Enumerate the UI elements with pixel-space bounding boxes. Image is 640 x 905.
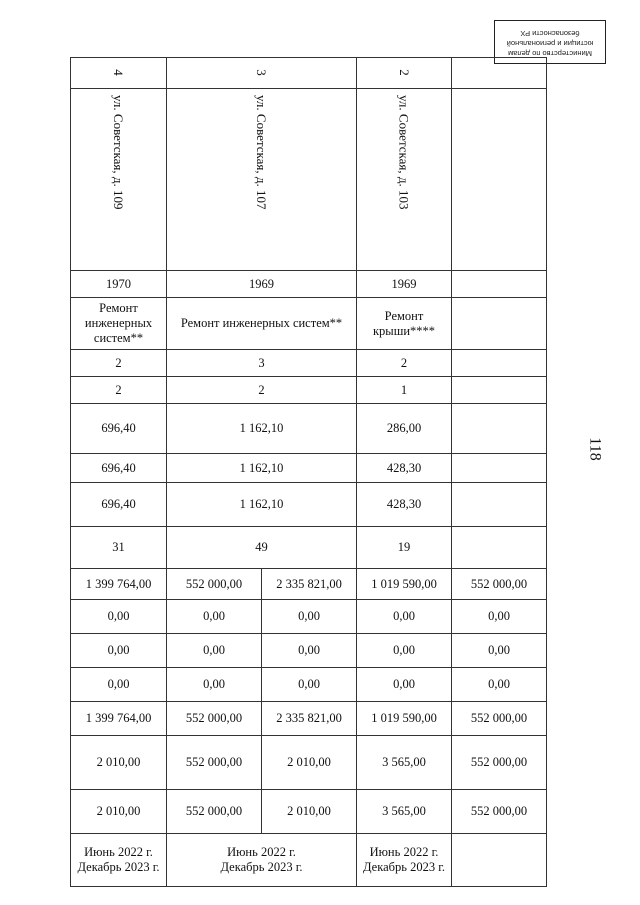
value-cell: 428,30	[357, 483, 452, 527]
column-number-cell: 2	[357, 58, 452, 89]
cost-row	[71, 634, 547, 668]
value-cell: 2 010,00	[262, 790, 357, 834]
data-row	[71, 483, 547, 527]
period-cell: Июнь 2022 г. Декабрь 2023 г.	[167, 834, 357, 887]
value-cell: 1 399 764,00	[71, 702, 167, 736]
value-cell: 0,00	[357, 668, 452, 702]
value-cell: 49	[167, 527, 357, 569]
empty-cell	[452, 404, 547, 454]
address-cell: ул. Советская, д. 109	[71, 89, 167, 271]
address-cell: ул. Советская, д. 103	[357, 89, 452, 271]
cost-row	[71, 790, 547, 834]
value-cell: 1 162,10	[167, 483, 357, 527]
value-cell: 552 000,00	[167, 736, 262, 790]
value-cell: 0,00	[71, 634, 167, 668]
value-cell: 1	[357, 377, 452, 404]
empty-cell	[452, 89, 547, 271]
column-number-cell: 4	[71, 58, 167, 89]
value-cell: 0,00	[167, 600, 262, 634]
value-cell: 0,00	[262, 668, 357, 702]
value-cell: 19	[357, 527, 452, 569]
value-cell: 552 000,00	[452, 736, 547, 790]
cost-row	[71, 668, 547, 702]
value-cell: 1 019 590,00	[357, 702, 452, 736]
column-number-cell: 3	[167, 58, 357, 89]
value-cell: 0,00	[71, 600, 167, 634]
value-cell: 0,00	[452, 668, 547, 702]
value-cell: 696,40	[71, 483, 167, 527]
empty-cell	[452, 58, 547, 89]
value-cell: 552 000,00	[167, 702, 262, 736]
period-cell: Июнь 2022 г. Декабрь 2023 г.	[71, 834, 167, 887]
address-cell: ул. Советская, д. 107	[167, 89, 357, 271]
value-cell: 2 010,00	[71, 736, 167, 790]
value-cell: 3 565,00	[357, 736, 452, 790]
value-cell: 0,00	[262, 634, 357, 668]
stamp-line: Министерство по делам	[508, 49, 592, 58]
value-cell: 1 399 764,00	[71, 569, 167, 600]
year-cell: 1969	[357, 271, 452, 298]
empty-cell	[452, 298, 547, 350]
value-cell: 1 019 590,00	[357, 569, 452, 600]
cost-row	[71, 702, 547, 736]
period-cell: Июнь 2022 г. Декабрь 2023 г.	[357, 834, 452, 887]
value-cell: 2 010,00	[262, 736, 357, 790]
cost-row	[71, 569, 547, 600]
value-cell: 552 000,00	[167, 790, 262, 834]
value-cell: 0,00	[262, 600, 357, 634]
stamp-line: юстиции и региональной	[506, 39, 594, 48]
address-row	[71, 89, 547, 271]
value-cell: 2	[357, 350, 452, 377]
value-cell: 0,00	[357, 634, 452, 668]
value-cell: 3	[167, 350, 357, 377]
empty-cell	[452, 271, 547, 298]
value-cell: 2	[167, 377, 357, 404]
year-cell: 1969	[167, 271, 357, 298]
empty-cell	[452, 454, 547, 483]
value-cell: 0,00	[71, 668, 167, 702]
value-cell: 1 162,10	[167, 404, 357, 454]
data-row	[71, 454, 547, 483]
empty-cell	[452, 377, 547, 404]
work-type-cell: Ремонт инженерных систем**	[71, 298, 167, 350]
empty-cell	[452, 834, 547, 887]
stamp-line: безопасности РХ	[520, 29, 580, 38]
column-number-row	[71, 58, 547, 89]
period-row	[71, 834, 547, 887]
value-cell: 2	[71, 350, 167, 377]
empty-cell	[452, 483, 547, 527]
value-cell: 552 000,00	[452, 790, 547, 834]
cost-row	[71, 600, 547, 634]
value-cell: 286,00	[357, 404, 452, 454]
value-cell: 552 000,00	[452, 569, 547, 600]
data-row	[71, 404, 547, 454]
value-cell: 2 010,00	[71, 790, 167, 834]
work-type-cell: Ремонт инженерных систем**	[167, 298, 357, 350]
empty-cell	[452, 527, 547, 569]
page-number: 118	[586, 437, 604, 461]
value-cell: 2	[71, 377, 167, 404]
value-cell: 0,00	[167, 668, 262, 702]
value-cell: 1 162,10	[167, 454, 357, 483]
cost-row	[71, 736, 547, 790]
year-row	[71, 271, 547, 298]
work-type-cell: Ремонт крыши****	[357, 298, 452, 350]
work-type-row	[71, 298, 547, 350]
value-cell: 0,00	[357, 600, 452, 634]
value-cell: 0,00	[167, 634, 262, 668]
data-row	[71, 527, 547, 569]
value-cell: 0,00	[452, 600, 547, 634]
value-cell: 0,00	[452, 634, 547, 668]
buildings-table	[70, 57, 547, 887]
value-cell: 552 000,00	[167, 569, 262, 600]
value-cell: 552 000,00	[452, 702, 547, 736]
value-cell: 696,40	[71, 404, 167, 454]
value-cell: 696,40	[71, 454, 167, 483]
value-cell: 2 335 821,00	[262, 702, 357, 736]
value-cell: 31	[71, 527, 167, 569]
data-row	[71, 350, 547, 377]
year-cell: 1970	[71, 271, 167, 298]
value-cell: 2 335 821,00	[262, 569, 357, 600]
value-cell: 428,30	[357, 454, 452, 483]
empty-cell	[452, 350, 547, 377]
data-row	[71, 377, 547, 404]
value-cell: 3 565,00	[357, 790, 452, 834]
